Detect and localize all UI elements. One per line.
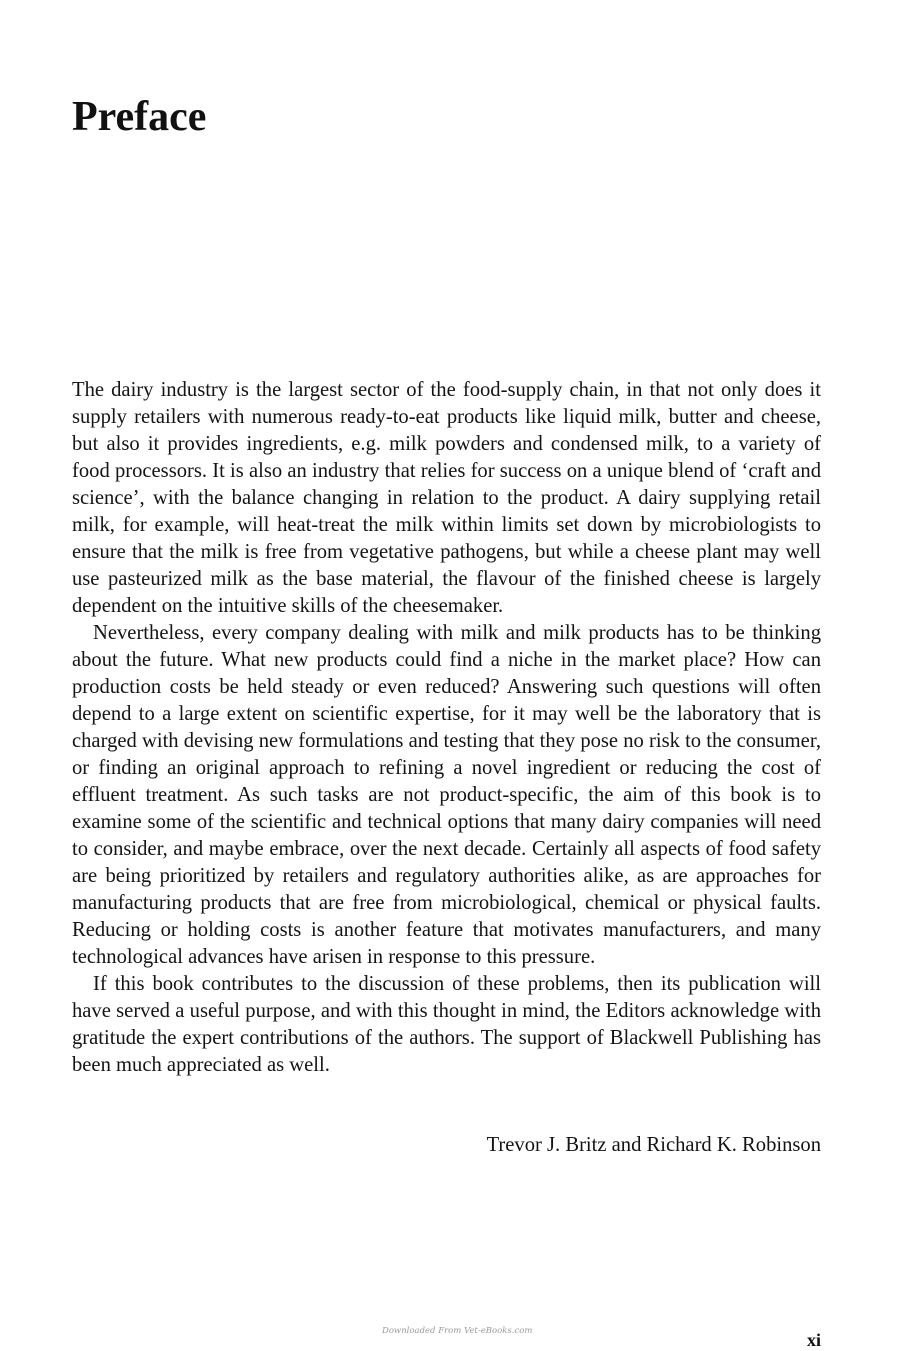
author-signature: Trevor J. Britz and Richard K. Robinson	[486, 1134, 821, 1156]
paragraph-1: The dairy industry is the largest sector of the food-supply chain, in that not only does it supply retailers with numerous ready-to-eat products like liquid milk, butter and cheese, but also it provides ingredients, e.g. milk powders and condensed milk, to a variety of food processors. It is also an industry that relies for success on a unique blend of ‘craft and science’, with the balance changing in relation to the product. A dairy supplying retail milk, for example, will heat-treat the milk within limits set down by microbiologists to ensure that the milk is free from vegetative pathogens, but while a cheese plant may well use pasteurized milk as the base material, the flavour of the finished cheese is largely dependent on the intuitive skills of the cheesemaker.	[72, 379, 821, 617]
paragraph-3: If this book contributes to the discussion of these problems, then its publication will have served a useful purpose, and with this thought in mind, the Editors acknowledge with gratitude the expert contributions of the authors. The support of Blackwell Publishing has been much appreciated as well.	[72, 973, 821, 1076]
page-title: Preface	[72, 94, 207, 140]
page-number: xi	[806, 1330, 821, 1350]
paragraph-2: Nevertheless, every company dealing with milk and milk products has to be thinking about the future. What new products could find a niche in the market place? How can production costs be held steady or even reduced? Answering such questions will often depend to a large extent on scientific expertise, for it may well be the laboratory that is charged with devising new formulations and testing that they pose no risk to the consumer, or finding an original approach to refining a novel ingredient or reducing the cost of effluent treatment. As such tasks are not product-specific, the aim of this book is to examine some of the scientific and technical options that many dairy companies will need to consider, and maybe embrace, over the next decade. Certainly all aspects of food safety are being prioritized by retailers and regulatory authorities alike, as are approaches for manufacturing products that are free from microbiological, chemical or physical faults. Reducing or holding costs is another feature that motivates manufacturers, and many technological advances have arisen in response to this pressure.	[72, 622, 821, 968]
download-watermark: Downloaded From Vet-eBooks.com	[382, 1326, 533, 1336]
preface-body	[72, 377, 821, 1079]
